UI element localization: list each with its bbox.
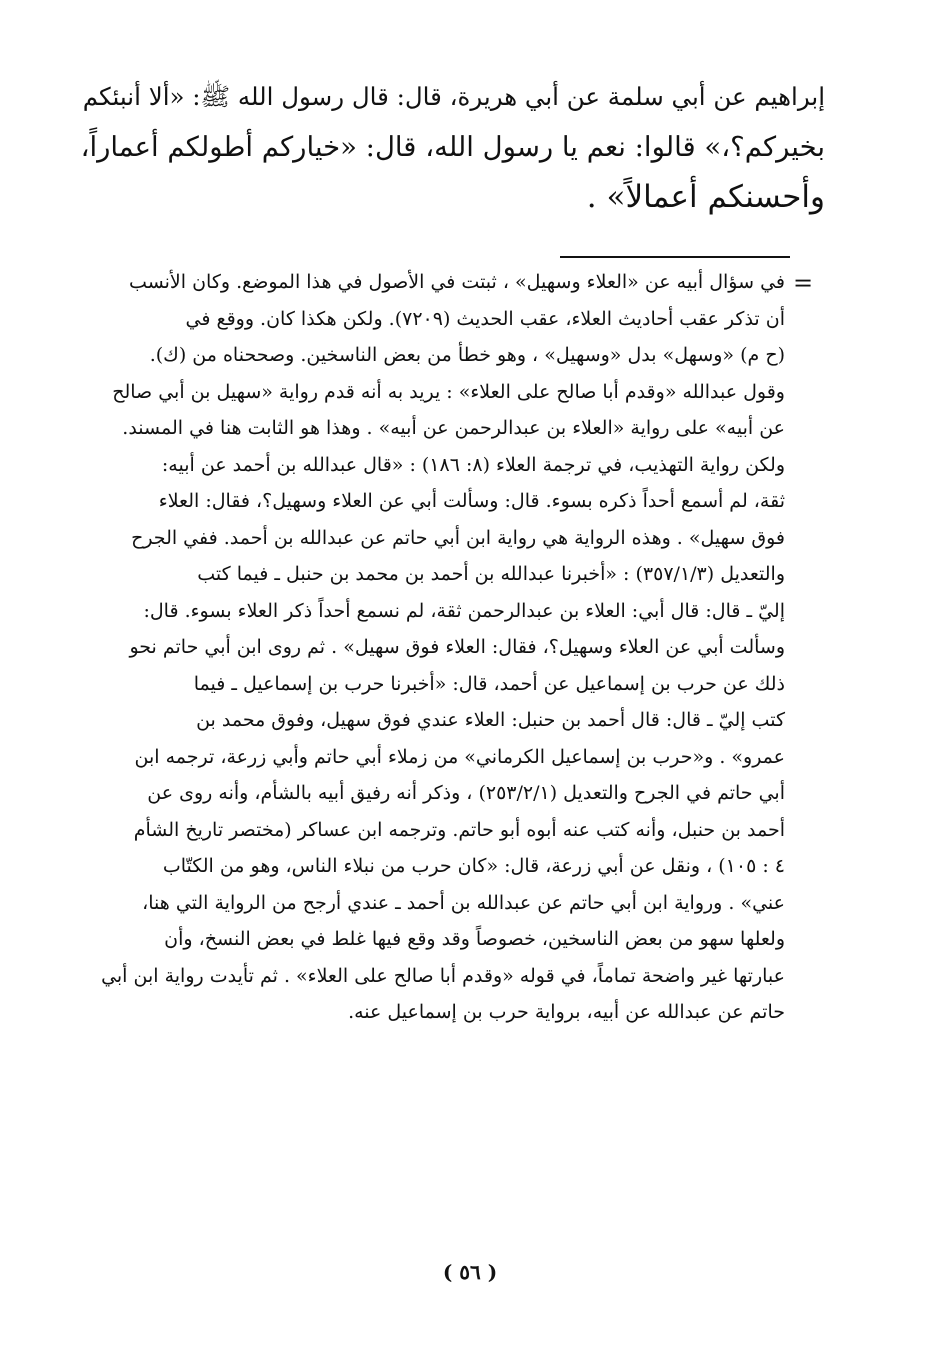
footnote-line: عبارتها غير واضحة تماماً، في قوله «وقدم أبا صالح على العلاء» . ثم تأيدت رواية ابن أبي: [101, 964, 785, 987]
footnote-line: عمرو» . و«حرب بن إسماعيل الكرماني» من زملاء أبي حاتم وأبي زرعة، ترجمه ابن: [134, 745, 785, 768]
main-text-line: إبراهيم عن أبي سلمة عن أبي هريرة، قال: قال رسول الله ﷺ: «ألا أنبئكم: [82, 82, 825, 111]
page-number: ( ٥٦ ): [442, 1260, 498, 1284]
footnote-separator: [560, 256, 790, 258]
footnote-line: أحمد بن حنبل، وأنه كتب عنه أبوه أبو حاتم. وترجمه ابن عساكر (مختصر تاريخ الشأم: [133, 818, 785, 841]
footnote-line: في سؤال أبيه عن «العلاء وسهيل» ، ثبتت في الأصول في هذا الموضع. وكان الأنسب: [129, 271, 785, 293]
footnote-block: [100, 264, 785, 1031]
main-text-block: [80, 72, 825, 222]
footnote-line: ٤ : ١٠٥) ، ونقل عن أبي زرعة، قال: «كان حرب من نبلاء الناس، وهو من الكتّاب: [162, 855, 785, 877]
footnote-line: وسألت أبي عن العلاء وسهيل؟، فقال: العلاء فوق سهيل» . ثم روى ابن أبي حاتم نحو: [129, 636, 785, 658]
footnote-line: فوق سهيل» . وهذه الرواية هي رواية ابن أبي حاتم عن عبدالله بن أحمد. ففي الجرح: [131, 526, 785, 549]
footnote-line: عني» . ورواية ابن أبي حاتم عن عبدالله بن أحمد ـ عندي أرجح من الرواية التي هنا،: [142, 891, 785, 914]
footnote-line: ثقة، لم أسمع أحداً ذكره بسوء. قال: وسألت أبي عن العلاء وسهيل؟، فقال: العلاء: [158, 490, 785, 512]
footnote-line: (ح م) «وسهل» بدل «وسهيل» ، وهو خطأ من بعض الناسخين. وصححناه من (ك).: [149, 344, 785, 366]
main-text-line: بخيركم؟،» قالوا: نعم يا رسول الله، قال: «خياركم أطولكم أعماراً،: [80, 131, 825, 163]
footnote-line: ولكن رواية التهذيب، في ترجمة العلاء (٨: ١٨٦) : «قال عبدالله بن أحمد عن أبيه:: [161, 453, 785, 476]
footnote-line: أن تذكر عقب أحاديث العلاء، عقب الحديث (٧٢٠٩). ولكن هكذا كان. ووقع في: [185, 307, 785, 330]
main-text-line: وأحسنكم أعمالاً» .: [586, 179, 825, 215]
footnote-line: حاتم عن عبدالله عن أبيه، برواية حرب بن إسماعيل عنه.: [348, 1001, 785, 1023]
footnote-line: ولعلها سهو من بعض الناسخين، خصوصاً وقد وقع فيها غلط في بعض النسخ، وأن: [164, 928, 785, 950]
footnote-line: كتب إليّ ـ قال: قال أحمد بن حنبل: العلاء عندي فوق سهيل، وفوق محمد بن: [196, 709, 785, 731]
footnote-line: إليّ ـ قال: قال أبي: العلاء بن عبدالرحمن ثقة، لم نسمع أحداً ذكر العلاء بسوء. قال:: [143, 599, 785, 622]
footnote-continuation-mark: =: [793, 269, 814, 297]
footnote-line: ذلك عن حرب بن إسماعيل عن أحمد، قال: «أخبرنا حرب بن إسماعيل ـ فيما: [193, 672, 785, 695]
footnote-line: وقول عبدالله «وقدم أبا صالح على العلاء» : يريد به أنه قدم رواية «سهيل بن أبي صالح: [112, 380, 785, 403]
footnote-line: أبي حاتم في الجرح والتعديل (٢٥٣/٢/١) ، وذكر أنه رفيق أبيه بالشأم، وأنه روى عن: [147, 782, 785, 804]
footnote-line: والتعديل (٣٥٧/١/٣) : «أخبرنا عبدالله بن أحمد بن محمد بن حنبل ـ فيما كتب: [197, 563, 785, 585]
footnote-line: عن أبيه» على رواية «العلاء بن عبدالرحمن عن أبيه» . وهذا هو الثابت هنا في المسند.: [122, 417, 785, 439]
